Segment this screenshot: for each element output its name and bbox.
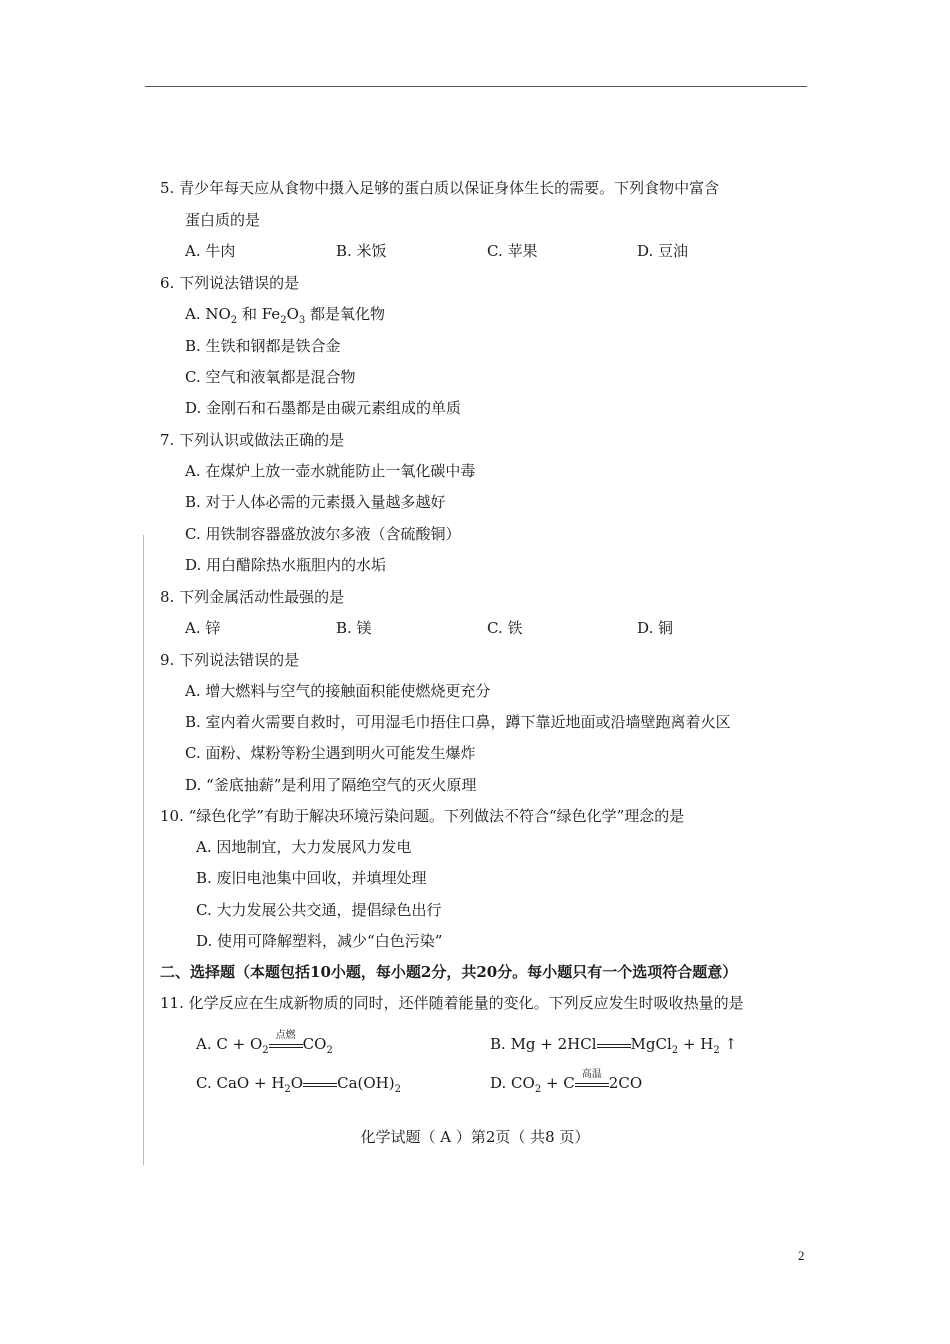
q7-option-b: B. 对于人体必需的元素摄入量越多越好 (185, 493, 446, 511)
q6-a-sub1: 2 (230, 315, 238, 326)
q11-c-left2: O (290, 1074, 304, 1092)
q9-stem: 9. 下列说法错误的是 (160, 651, 300, 669)
q7-option-c: C. 用铁制容器盛放波尔多液（含硫酸铜） (185, 525, 461, 543)
q6-a-mid: 和 Fe (237, 305, 281, 323)
q11-d-condition: 高温 (581, 1069, 602, 1080)
q7-option-a: A. 在煤炉上放一壶水就能防止一氧化碳中毒 (185, 462, 476, 480)
q11-c-sub2: 2 (394, 1084, 401, 1095)
q11-a-left: C + O (216, 1035, 263, 1053)
q11-option-b (490, 1034, 737, 1061)
q8-option-a: A. 锌 (185, 619, 221, 637)
q11-d-reaction-sign (575, 1069, 609, 1094)
q11-d-label: D. (490, 1074, 507, 1092)
q9-option-a: A. 增大燃料与空气的接触面积能使燃烧更充分 (185, 682, 491, 700)
q11-option-a (196, 1030, 333, 1061)
q11-a-condition: 点燃 (275, 1030, 296, 1041)
q11-d-right: 2CO (608, 1074, 643, 1092)
q11-option-d (490, 1069, 643, 1100)
q9-option-b: B. 室内着火需要自救时，可用湿毛巾捂住口鼻，蹲下靠近地面或沿墙壁跑离着火区 (185, 713, 731, 731)
q5-stem-line1: 5. 青少年每天应从食物中摄入足够的蛋白质以保证身体生长的需要。下列食物中富含 (160, 179, 720, 197)
q6-option-c: C. 空气和液氧都是混合物 (185, 368, 356, 386)
q7-stem: 7. 下列认识或做法正确的是 (160, 431, 345, 449)
q11-b-left: Mg + 2HCl (510, 1035, 597, 1053)
q11-a-reaction-sign (269, 1030, 303, 1055)
gas-arrow-icon: ↑ (719, 1035, 738, 1053)
q10-option-d: D. 使用可降解塑料，减少“白色污染” (196, 932, 443, 950)
q5-option-c: C. 苹果 (487, 242, 538, 260)
section-2-heading: 二、选择题（本题包括10小题，每小题2分，共20分。每小题只有一个选项符合题意） (160, 963, 738, 981)
q6-a-o: O (286, 305, 299, 323)
q11-option-c (196, 1073, 401, 1100)
q11-d-sub1: 2 (534, 1084, 542, 1095)
q8-option-b: B. 镁 (336, 619, 372, 637)
q11-b-sub2: 2 (713, 1045, 720, 1056)
q5-option-d: D. 豆油 (637, 242, 689, 260)
q11-c-label: C. (196, 1074, 212, 1092)
q5-option-b: B. 米饭 (336, 242, 387, 260)
q11-b-equals (597, 1035, 631, 1055)
q10-option-c: C. 大力发展公共交通，提倡绿色出行 (196, 901, 442, 919)
q11-d-left1: CO (511, 1074, 535, 1092)
q9-option-d: D. “釜底抽薪”是利用了隔绝空气的灭火原理 (185, 776, 477, 794)
exam-footer: 化学试题（ A ）第2页（ 共8 页） (360, 1128, 590, 1146)
q11-c-right: Ca(OH) (337, 1074, 395, 1092)
page-number: 2 (798, 1248, 805, 1263)
q11-b-label: B. (490, 1035, 506, 1053)
q11-c-sub1: 2 (284, 1084, 291, 1095)
q6-a-sub2: 2 (280, 315, 287, 326)
q11-a-sub: 2 (262, 1045, 269, 1056)
q6-option-a (185, 304, 385, 331)
q11-c-left1: CaO + H (216, 1074, 285, 1092)
q7-option-d: D. 用白醋除热水瓶胆内的水垢 (185, 556, 387, 574)
q10-option-a: A. 因地制宜，大力发展风力发电 (196, 838, 412, 856)
scan-margin-line (143, 535, 144, 1165)
q6-option-b: B. 生铁和钢都是铁合金 (185, 337, 341, 355)
q11-b-sub1: 2 (671, 1045, 679, 1056)
q11-stem: 11. 化学反应在生成新物质的同时，还伴随着能量的变化。下列反应发生时吸收热量的是 (160, 994, 744, 1012)
q9-option-c: C. 面粉、煤粉等粉尘遇到明火可能发生爆炸 (185, 744, 476, 762)
q6-a-prefix: A. NO (185, 305, 231, 323)
q11-c-equals (303, 1074, 337, 1094)
q11-b-right1: MgCl (630, 1035, 672, 1053)
q11-d-left2: + C (541, 1074, 575, 1092)
q11-a-rsub: 2 (326, 1045, 333, 1056)
q6-a-suffix: 都是氧化物 (305, 305, 386, 323)
q11-a-right: CO (302, 1035, 327, 1053)
q5-stem-line2: 蛋白质的是 (185, 211, 261, 229)
q11-a-label: A. (196, 1035, 212, 1053)
q6-stem: 6. 下列说法错误的是 (160, 274, 300, 292)
q8-stem: 8. 下列金属活动性最强的是 (160, 588, 345, 606)
q10-stem: 10. “绿色化学”有助于解决环境污染问题。下列做法不符合“绿色化学”理念的是 (160, 807, 685, 825)
q5-option-a: A. 牛肉 (185, 242, 236, 260)
q6-option-d: D. 金刚石和石墨都是由碳元素组成的单质 (185, 399, 462, 417)
q6-a-sub3: 3 (298, 315, 306, 326)
q11-b-right2: + H (678, 1035, 714, 1053)
q8-option-c: C. 铁 (487, 619, 523, 637)
header-rule (145, 86, 807, 87)
q10-option-b: B. 废旧电池集中回收，并填埋处理 (196, 869, 427, 887)
q8-option-d: D. 铜 (637, 619, 674, 637)
